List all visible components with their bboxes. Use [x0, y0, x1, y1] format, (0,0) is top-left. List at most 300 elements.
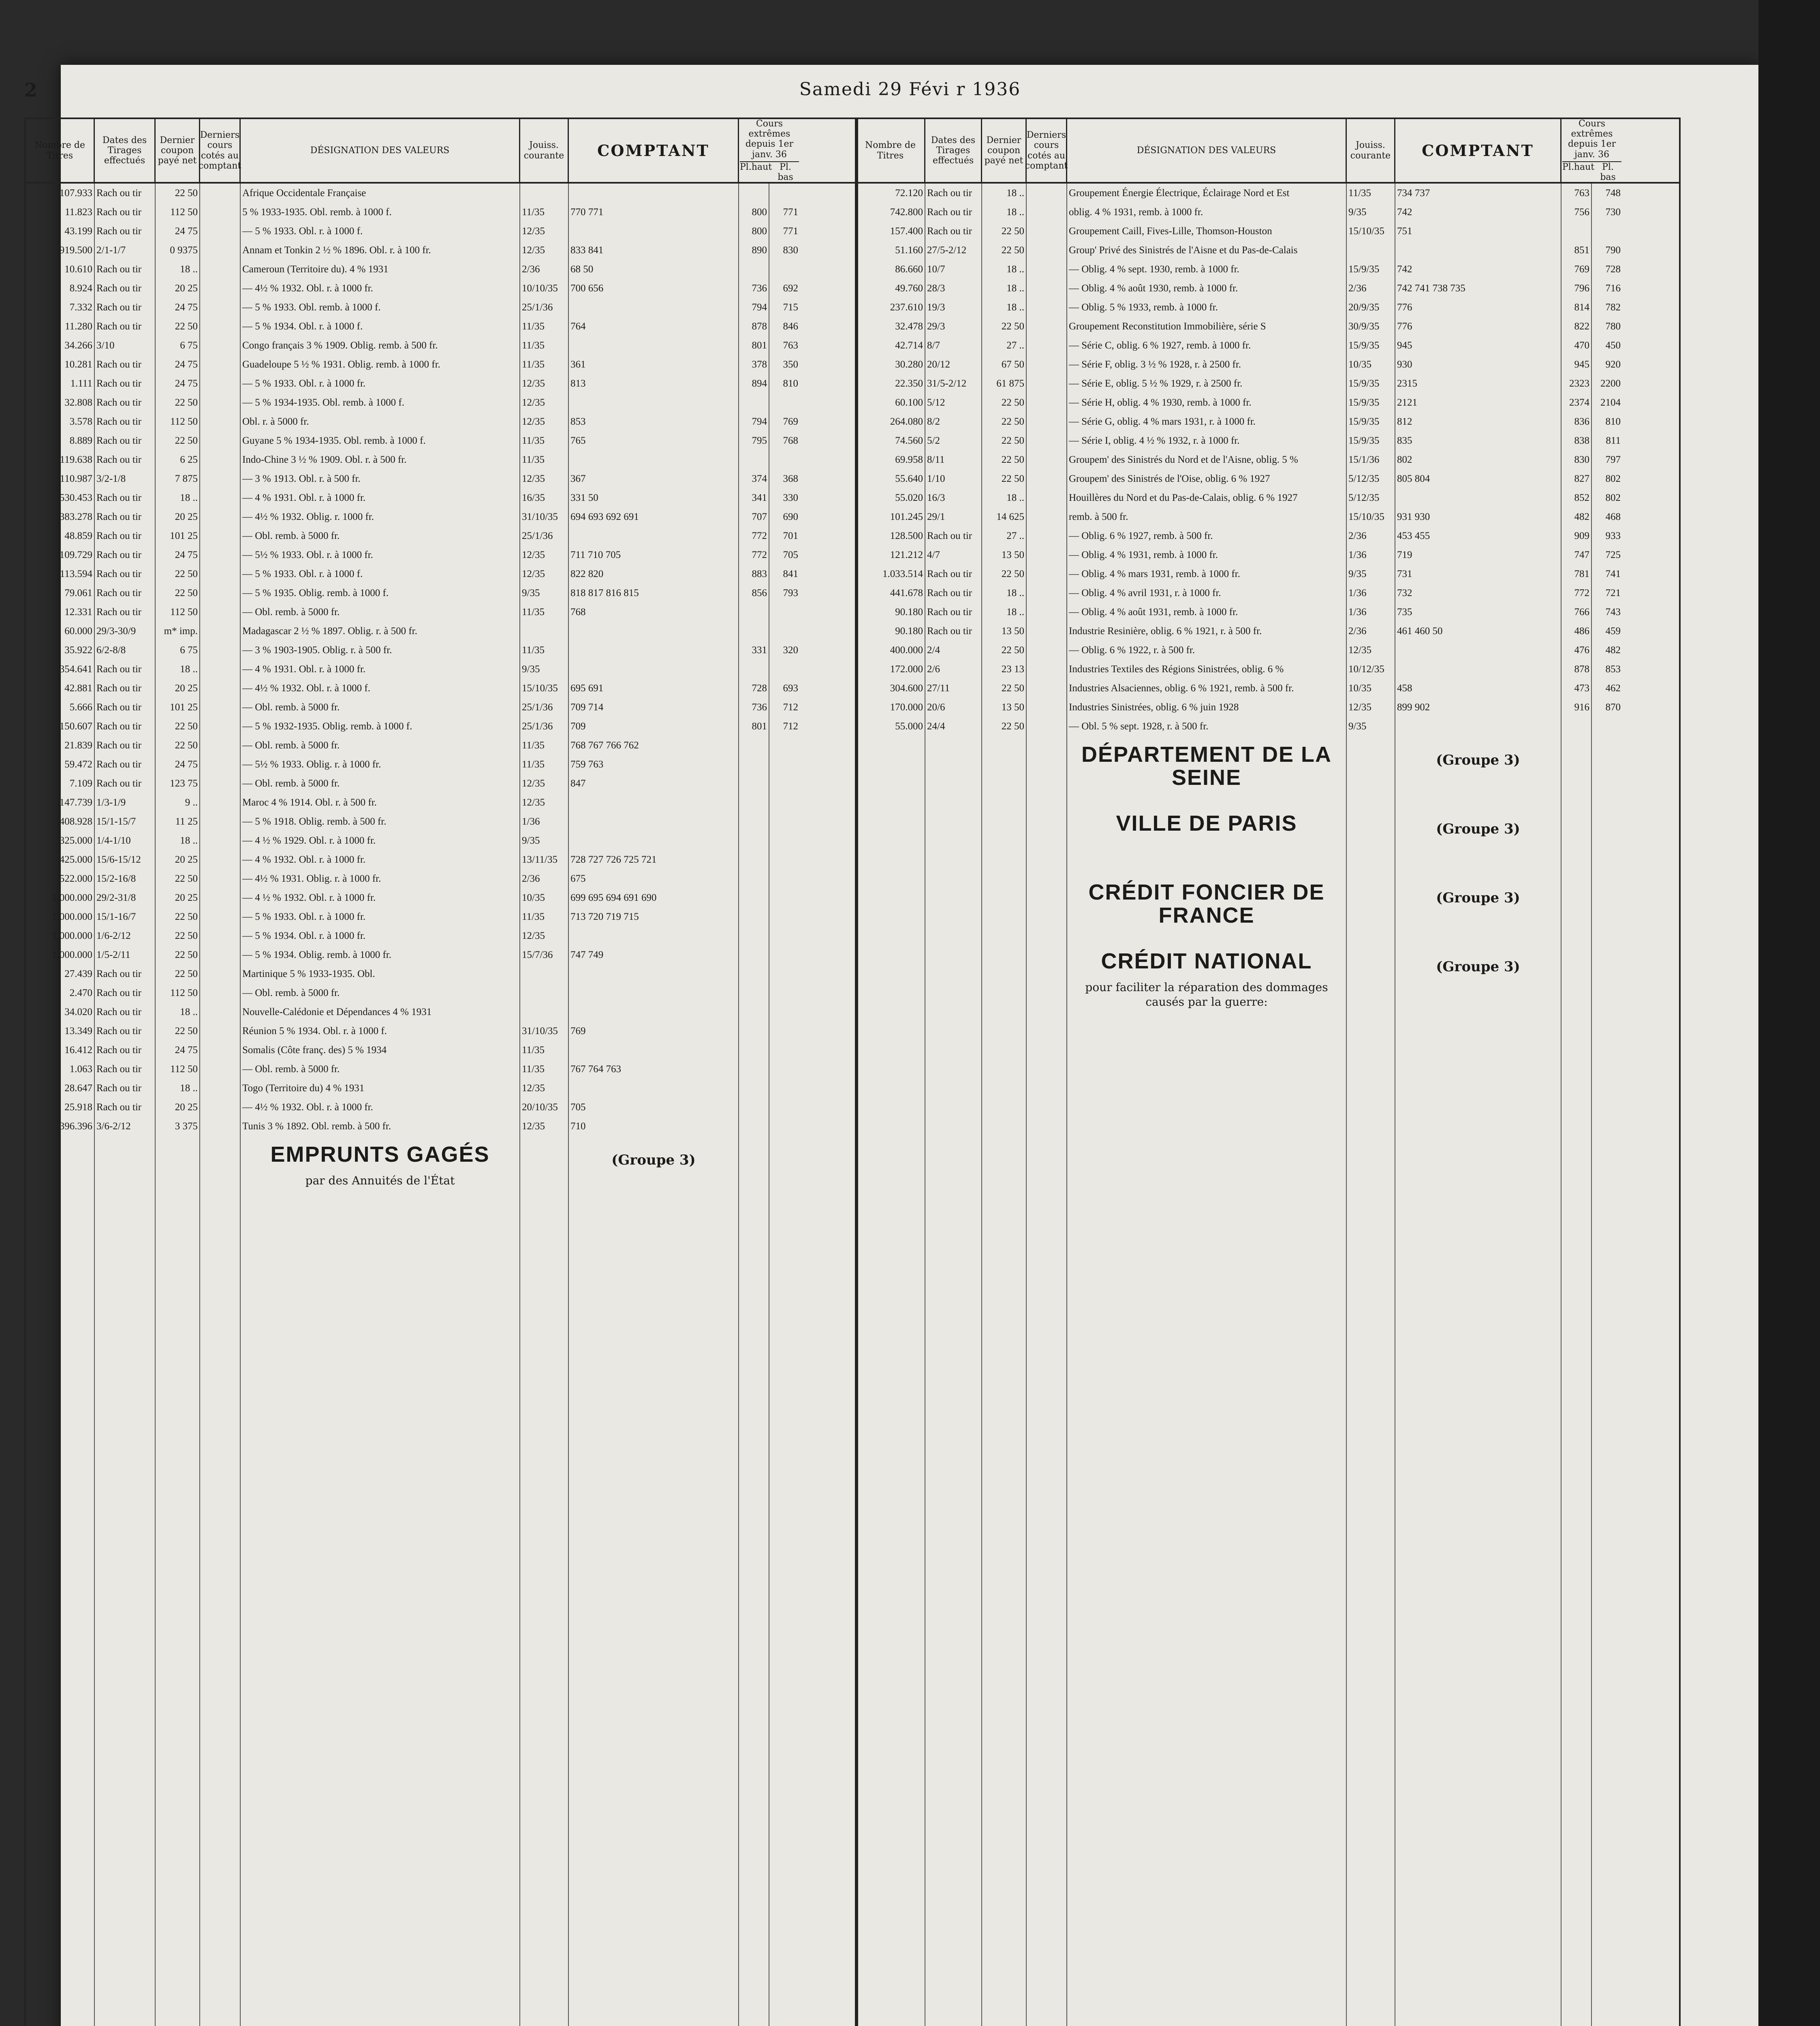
table-cell	[1027, 564, 1066, 583]
table-cell: 20/12	[927, 359, 950, 370]
table-cell: 13 50	[1001, 626, 1024, 637]
table-cell	[200, 184, 240, 203]
table-cell	[1027, 184, 1066, 203]
table-cell: 22 50	[175, 740, 198, 751]
table-cell	[739, 755, 769, 774]
table-cell	[200, 907, 240, 926]
col-plhaut: Pl.haut	[740, 162, 772, 172]
col-cours	[1562, 119, 1622, 182]
table-cell: 735	[1397, 607, 1412, 618]
table-cell: 20 25	[175, 854, 198, 865]
section-title: VILLE DE PARIS	[1116, 811, 1297, 836]
table-cell: 818 817 816 815	[570, 588, 639, 598]
table-cell: 20 25	[175, 683, 198, 694]
table-cell	[200, 564, 240, 583]
table-cell: 805 804	[1397, 473, 1430, 484]
table-cell: 780	[1605, 321, 1621, 332]
table-cell	[1027, 355, 1066, 374]
table-cell: Rach ou tir	[96, 740, 142, 751]
table-cell	[569, 793, 738, 812]
table-cell	[1027, 488, 1066, 507]
table-cell: — Série H, oblig. 4 % 1930, remb. à 1000 fr.	[1069, 397, 1252, 408]
table-cell: 1.000.000	[52, 949, 92, 960]
table-cell: 264.080	[890, 416, 923, 427]
table-cell: — 4½ % 1932. Oblig. r. 1000 fr.	[242, 511, 374, 522]
table-cell	[200, 431, 240, 450]
col-dates: Dates des Tirages effectués	[95, 119, 156, 182]
table-cell: 695 691	[570, 683, 604, 694]
table-cell: 361	[570, 359, 586, 370]
table-cell: 1/10	[927, 473, 945, 484]
table-cell: 12/35	[522, 1083, 545, 1094]
table-cell	[200, 1002, 240, 1022]
table-cell: 894	[752, 378, 767, 389]
page-header	[24, 79, 1796, 107]
table-cell: 933	[1605, 530, 1621, 541]
table-cell	[200, 717, 240, 736]
col-plbas: Pl. bas	[1600, 162, 1616, 183]
table-cell: 725	[1605, 549, 1621, 560]
table-cell	[569, 660, 738, 679]
table-cell: 899 902	[1397, 702, 1430, 713]
section-spacer	[1027, 805, 1066, 874]
table-cell: Groupement Reconstitution Immobilière, série S	[1069, 321, 1266, 332]
table-cell	[739, 888, 769, 907]
table-cell: 15/1-16/7	[96, 911, 136, 922]
table-cell: 172.000	[890, 664, 923, 675]
table-cell	[739, 1060, 769, 1079]
table-cell: 27/5-2/12	[927, 245, 967, 256]
table-cell: Congo français 3 % 1909. Oblig. remb. à 500 fr.	[242, 340, 438, 351]
table-cell: 30/9/35	[1348, 321, 1380, 332]
table-cell: 530.453	[59, 492, 92, 503]
table-cell: 11/35	[522, 607, 545, 618]
table-cell: 782	[1605, 302, 1621, 313]
section-spacer	[982, 805, 1026, 874]
table-cell: 742 741 738 735	[1397, 283, 1465, 294]
table-cell	[769, 660, 800, 679]
table-cell: 42.881	[64, 683, 92, 694]
table-cell: 709	[570, 721, 586, 732]
table-cell: 12/35	[522, 226, 545, 237]
table-cell: 6 25	[180, 454, 198, 465]
table-cell: 341	[752, 492, 767, 503]
section-spacer	[857, 874, 925, 942]
col-designation: DÉSIGNATION DES VALEURS	[1067, 119, 1347, 182]
section-spacer	[1592, 874, 1622, 942]
table-cell: — Oblig. 4 % sept. 1930, remb. à 1000 fr.	[1069, 264, 1239, 275]
table-cell: 2374	[1569, 397, 1589, 408]
table-cell: 10.610	[64, 264, 92, 275]
section-heading	[1067, 874, 1346, 942]
table-cell	[739, 1002, 769, 1022]
table-cell: 12/35	[522, 549, 545, 560]
table-cell: 31/10/35	[522, 511, 558, 522]
table-cell: — 4 % 1931. Obl. r. à 1000 fr.	[242, 492, 366, 503]
page-number: 2	[24, 79, 38, 101]
groupe-label: (Groupe 3)	[1436, 959, 1520, 975]
table-cell: 476	[1574, 645, 1589, 656]
table-cell: 12/35	[522, 778, 545, 789]
table-cell: 705	[570, 1102, 586, 1113]
table-cell	[200, 241, 240, 260]
table-cell: 29/3-30/9	[96, 626, 136, 637]
table-cell: 18 ..	[180, 835, 198, 846]
col-plhaut-values	[739, 184, 769, 2026]
table-cell: 2/1-1/7	[96, 245, 126, 256]
table-cell	[1027, 545, 1066, 564]
table-cell: 27.439	[64, 968, 92, 979]
section-spacer	[739, 1136, 769, 1205]
table-cell	[520, 184, 568, 203]
table-cell: — Oblig. 4 % août 1931, remb. à 1000 fr.	[1069, 607, 1238, 618]
table-cell: 12/35	[522, 378, 545, 389]
col-plhaut-values	[1562, 184, 1592, 2026]
table-cell: 121.212	[890, 549, 923, 560]
table-cell: 3.578	[69, 416, 92, 427]
table-cell: 27 ..	[1006, 340, 1024, 351]
table-cell	[769, 869, 800, 888]
section-spacer	[925, 874, 981, 942]
table-cell: 400.000	[890, 645, 923, 656]
table-cell: 771	[783, 226, 798, 237]
section-spacer	[1347, 805, 1395, 874]
col-derniers-values	[1027, 184, 1067, 2026]
table-cell: 28/3	[927, 283, 945, 294]
table-cell	[200, 583, 240, 603]
table-cell: 801	[752, 340, 767, 351]
page-edge	[1758, 0, 1820, 2026]
table-cell: Rach ou tir	[96, 1064, 142, 1075]
table-cell: 13.349	[64, 1026, 92, 1037]
table-cell: 810	[783, 378, 798, 389]
table-cell: 31/10/35	[522, 1026, 558, 1037]
table-cell: 715	[783, 302, 798, 313]
table-cell: 878	[752, 321, 767, 332]
table-cell: 320	[783, 645, 798, 656]
table-cell	[769, 1022, 800, 1041]
table-cell: Rach ou tir	[927, 207, 972, 218]
table-cell: 2104	[1600, 397, 1621, 408]
table-cell: 8/7	[927, 340, 940, 351]
table-cell: — 5½ % 1933. Oblig. r. à 1000 fr.	[242, 759, 381, 770]
table-cell: 728	[752, 683, 767, 694]
section-heading	[1067, 805, 1346, 874]
table-cell: Rach ou tir	[96, 1026, 142, 1037]
table-cell: 367	[570, 473, 586, 484]
table-cell: 776	[1397, 302, 1412, 313]
table-cell: 24/4	[927, 721, 945, 732]
table-cell: 763	[783, 340, 798, 351]
table-cell: 883	[752, 568, 767, 579]
table-cell: 20/10/35	[522, 1102, 558, 1113]
section-spacer	[1562, 736, 1591, 805]
table-cell	[200, 1060, 240, 1079]
table-cell: — 4 % 1931. Obl. r. à 1000 fr.	[242, 664, 366, 675]
table-cell: — 5 % 1918. Oblig. remb. à 500 fr.	[242, 816, 387, 827]
table-cell: Maroc 4 % 1914. Obl. r. à 500 fr.	[242, 797, 377, 808]
table-cell: 18 ..	[1006, 207, 1024, 218]
table-cell: Obl. r. à 5000 fr.	[242, 416, 309, 427]
table-cell: 15/7/36	[522, 949, 553, 960]
table-cell: 69.958	[895, 454, 923, 465]
table-cell	[1592, 222, 1622, 241]
col-coupon-values	[156, 184, 200, 2026]
table-cell: 20/9/35	[1348, 302, 1380, 313]
table-cell: — 5½ % 1933. Obl. r. à 1000 fr.	[242, 549, 373, 560]
table-cell: 22 50	[175, 721, 198, 732]
table-cell: 11.823	[65, 207, 92, 218]
table-cell	[200, 945, 240, 964]
table-cell: 2315	[1397, 378, 1417, 389]
table-cell: 10/10/35	[522, 283, 558, 294]
table-cell: 847	[570, 778, 586, 789]
table-cell: 12/35	[522, 473, 545, 484]
section-title: CRÉDIT NATIONAL	[1101, 949, 1312, 973]
table-cell: 473	[1574, 683, 1589, 694]
table-cell: 22 50	[175, 873, 198, 884]
table-cell	[1562, 717, 1591, 736]
table-cell: 700 656	[570, 283, 604, 294]
table-cell: 11/35	[522, 759, 545, 770]
table-cell: Rach ou tir	[96, 1007, 142, 1017]
table-cell: 9/35	[522, 835, 540, 846]
table-cell: 49.760	[895, 283, 923, 294]
col-nombre-values	[26, 184, 95, 2026]
table-cell: 150.607	[59, 721, 92, 732]
table-cell: Rach ou tir	[96, 1083, 142, 1094]
section-spacer	[1395, 805, 1561, 874]
table-cell	[569, 964, 738, 983]
table-cell: 18 ..	[180, 1007, 198, 1017]
table-cell: 18 ..	[1006, 607, 1024, 618]
table-cell: 9/35	[522, 664, 540, 675]
table-cell: 851	[1574, 245, 1589, 256]
table-cell: Rach ou tir	[96, 1045, 142, 1056]
section-spacer	[769, 1136, 800, 1205]
table-cell: 18 ..	[180, 492, 198, 503]
table-cell: 709 714	[570, 702, 604, 713]
table-cell: — Série I, oblig. 4 ½ % 1932, r. à 1000 fr.	[1069, 435, 1240, 446]
table-cell: 10.281	[64, 359, 92, 370]
table-cell: 48.859	[64, 530, 92, 541]
table-cell: 237.610	[890, 302, 923, 313]
table-cell	[1027, 641, 1066, 660]
table-cell: 11/35	[522, 340, 545, 351]
table-cell	[769, 450, 800, 469]
table-cell	[569, 983, 738, 1002]
table-cell: 710	[570, 1121, 586, 1132]
table-cell: 11/35	[522, 359, 545, 370]
table-cell: 170.000	[890, 702, 923, 713]
table-cell: 330	[783, 492, 798, 503]
table-cell: 30.280	[895, 359, 923, 370]
section-subtitle: par des Annuités de l'État	[305, 1173, 455, 1187]
table-cell: 11/35	[522, 207, 545, 218]
table-cell: 794	[752, 416, 767, 427]
table-cell: 1/6-2/12	[96, 930, 131, 941]
col-dates: Dates des Tirages effectués	[925, 119, 982, 182]
table-cell: m* imp.	[164, 626, 198, 637]
table-cell: 123 75	[170, 778, 198, 789]
section-spacer	[1027, 942, 1066, 1011]
table-cell: Rach ou tir	[96, 321, 142, 332]
table-cell: 22 50	[1001, 568, 1024, 579]
table-cell: 1/36	[1348, 588, 1367, 598]
table-cell: 59.472	[64, 759, 92, 770]
col-coupon: Dernier coupon payé net	[982, 119, 1027, 182]
table-cell: 931 930	[1397, 511, 1430, 522]
table-cell: 852	[1574, 492, 1589, 503]
table-cell: 930	[1397, 359, 1412, 370]
table-cell	[200, 622, 240, 641]
table-cell	[1027, 507, 1066, 526]
table-cell	[569, 622, 738, 641]
table-cell: — 4½ % 1932. Obl. r. à 1000 f.	[242, 683, 370, 694]
table-cell	[1027, 583, 1066, 603]
table-cell	[1027, 298, 1066, 317]
col-jouiss-values	[520, 184, 569, 2026]
table-cell: 5/12/35	[1348, 492, 1380, 503]
table-cell: 29/1	[927, 511, 945, 522]
table-cell	[200, 412, 240, 431]
table-cell	[1027, 698, 1066, 717]
table-cell: 742.800	[890, 207, 923, 218]
table-cell	[569, 526, 738, 545]
table-cell: remb. à 500 fr.	[1069, 511, 1128, 522]
table-cell: Rach ou tir	[927, 568, 972, 579]
right-quotation-table	[855, 118, 1681, 2026]
table-cell: 29/2-31/8	[96, 892, 136, 903]
table-cell: 9 ..	[185, 797, 198, 808]
table-cell	[739, 603, 769, 622]
table-cell: 72.120	[895, 188, 923, 199]
table-cell	[739, 774, 769, 793]
table-cell: Rach ou tir	[96, 1102, 142, 1113]
table-cell: 797	[1605, 454, 1621, 465]
table-cell: 12/35	[522, 797, 545, 808]
table-cell: 24 75	[175, 1045, 198, 1056]
table-cell	[1395, 488, 1561, 507]
table-cell	[520, 622, 568, 641]
table-cell: — 5 % 1933. Obl. r. à 1000 fr.	[242, 911, 366, 922]
table-cell: 5/12/35	[1348, 473, 1380, 484]
table-cell: 730	[1605, 207, 1621, 218]
table-cell: 408.928	[59, 816, 92, 827]
table-cell	[769, 1060, 800, 1079]
table-cell: 15/9/35	[1348, 340, 1380, 351]
col-dates-values	[925, 184, 982, 2026]
table-cell: Rach ou tir	[96, 264, 142, 275]
table-cell	[200, 679, 240, 698]
table-cell: 15/6-15/12	[96, 854, 141, 865]
section-title: CRÉDIT FONCIER DE FRANCE	[1088, 880, 1325, 928]
section-spacer	[925, 805, 981, 874]
table-cell: Rach ou tir	[96, 397, 142, 408]
col-cours-label: Cours extrêmes depuis 1er janv. 36	[1568, 118, 1616, 160]
table-cell: 22 50	[175, 1026, 198, 1037]
table-cell	[569, 393, 738, 412]
table-cell: 5/2	[927, 435, 940, 446]
table-cell: 128.500	[890, 530, 923, 541]
table-cell: 7 875	[175, 473, 198, 484]
section-spacer	[156, 1136, 199, 1205]
table-cell: 15/10/35	[522, 683, 558, 694]
table-cell	[569, 926, 738, 945]
table-cell: 2/36	[1348, 530, 1367, 541]
table-cell: 18 ..	[180, 264, 198, 275]
page-date: Samedi 29 Févi r 1936	[799, 79, 1021, 100]
table-cell: 15/10/35	[1348, 511, 1384, 522]
table-cell: 112 50	[170, 987, 198, 998]
section-spacer	[857, 736, 925, 805]
table-cell	[569, 336, 738, 355]
table-cell: 1/36	[1348, 549, 1367, 560]
col-nombre-values	[857, 184, 925, 2026]
section-spacer	[26, 1136, 94, 1205]
table-cell: 756	[1574, 207, 1589, 218]
table-cell: 16/35	[522, 492, 545, 503]
table-cell: 13/11/35	[522, 854, 558, 865]
table-cell	[769, 983, 800, 1002]
table-cell	[200, 1041, 240, 1060]
table-cell: — Obl. remb. à 5000 fr.	[242, 607, 340, 618]
section-spacer	[200, 1136, 240, 1205]
table-cell	[769, 793, 800, 812]
table-cell: 9/35	[1348, 207, 1367, 218]
table-cell	[569, 1002, 738, 1022]
table-cell	[739, 907, 769, 926]
table-cell: Annam et Tonkin 2 ½ % 1896. Obl. r. à 100 fr.	[242, 245, 431, 256]
table-cell: 0 9375	[170, 245, 198, 256]
table-cell: 748	[1605, 188, 1621, 199]
table-cell	[200, 660, 240, 679]
table-cell: Rach ou tir	[96, 759, 142, 770]
table-cell: 769	[783, 416, 798, 427]
col-cours-label: Cours extrêmes depuis 1er janv. 36	[745, 118, 794, 160]
table-cell: 8.924	[69, 283, 92, 294]
table-cell: 920	[1605, 359, 1621, 370]
table-cell	[1027, 393, 1066, 412]
table-cell: 811	[1606, 435, 1621, 446]
table-cell	[739, 793, 769, 812]
table-cell: 23 13	[1001, 664, 1024, 675]
section-spacer	[1592, 736, 1622, 805]
table-cell: Rach ou tir	[927, 588, 972, 598]
table-cell: 74.560	[895, 435, 923, 446]
table-cell: — Obl. remb. à 5000 fr.	[242, 1064, 340, 1075]
table-cell: 6 75	[180, 645, 198, 656]
table-cell: Rach ou tir	[96, 987, 142, 998]
table-cell: 11.280	[65, 321, 92, 332]
table-cell	[769, 260, 800, 279]
table-cell	[200, 279, 240, 298]
table-cell	[200, 869, 240, 888]
table-cell: 751	[1397, 226, 1412, 237]
table-cell: Cameroun (Territoire du). 4 % 1931	[242, 264, 389, 275]
table-cell: 12/35	[522, 416, 545, 427]
col-jouiss: Jouiss. courante	[1347, 119, 1395, 182]
table-cell	[1027, 660, 1066, 679]
table-cell: 112 50	[170, 416, 198, 427]
section-spacer	[1027, 736, 1066, 805]
table-cell	[1027, 412, 1066, 431]
table-cell: 878	[1574, 664, 1589, 675]
table-cell	[1027, 450, 1066, 469]
table-cell: 731	[1397, 568, 1412, 579]
table-cell: 794	[752, 302, 767, 313]
table-cell: 12/35	[522, 1121, 545, 1132]
